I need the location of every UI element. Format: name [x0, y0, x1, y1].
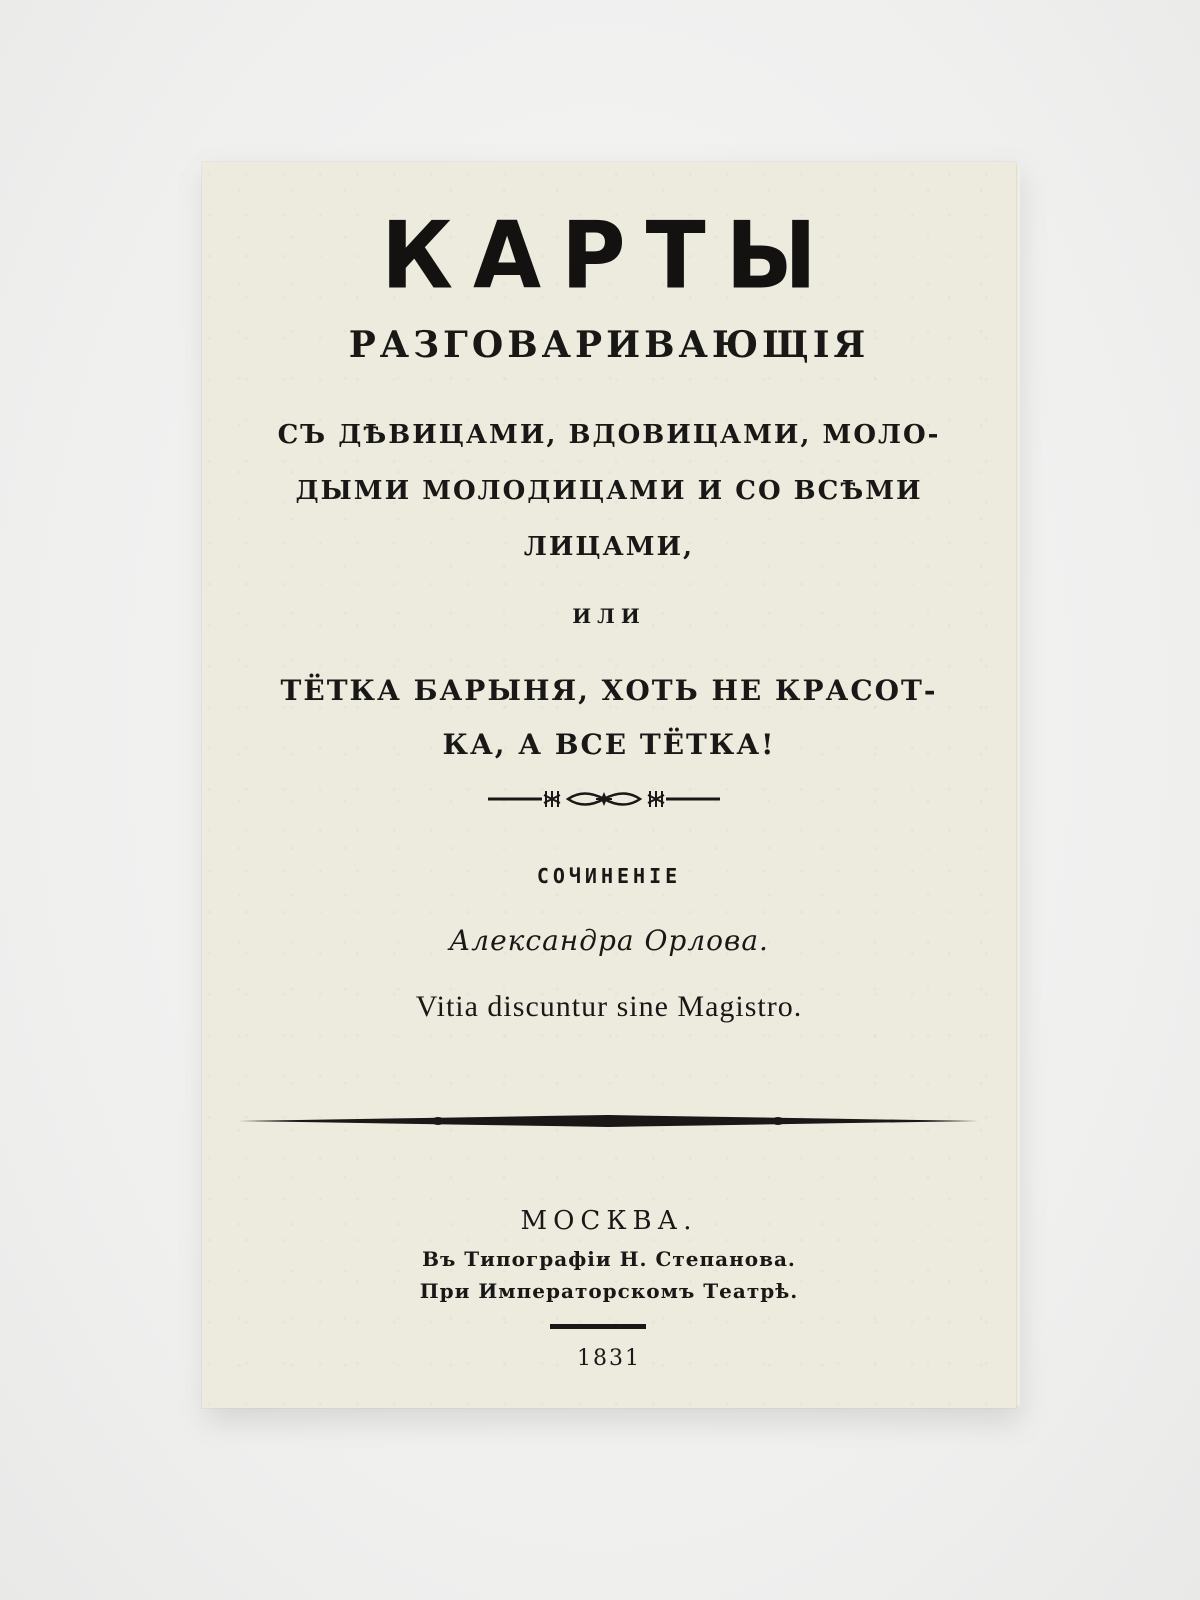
- title-page: [202, 162, 1016, 1408]
- short-rule: [550, 1324, 646, 1329]
- swelled-rule-icon: [238, 1112, 978, 1130]
- alt-title-line-2: КА, А ВСЕ ТЁТКА!: [442, 728, 776, 761]
- book-cover: [202, 162, 1016, 1408]
- book-title: КАРТЫ: [381, 201, 837, 310]
- publication-year: 1831: [577, 1346, 641, 1371]
- work-label: СОЧИНЕНІЕ: [536, 864, 682, 888]
- printer-line: Въ Типографіи Н. Степанова.: [422, 1247, 796, 1271]
- ornament-divider-icon: [484, 786, 724, 812]
- alt-title-line-1: ТЁТКА БАРЫНЯ, ХОТЬ НЕ КРАСОТ-: [280, 674, 938, 707]
- book-subtitle: РАЗГОВАРИВАЮЩІЯ: [348, 324, 870, 366]
- description-line-3: ЛИЦАМИ,: [523, 532, 695, 562]
- conjunction: ИЛИ: [572, 604, 646, 628]
- description-line-1: СЪ ДѢВИЦАМИ, ВДОВИЦАМИ, МОЛО-: [277, 420, 941, 450]
- latin-motto: Vitia discuntur sine Magistro.: [415, 990, 803, 1023]
- description-line-2: ДЫМИ МОЛОДИЦАМИ И СО ВСѢМИ: [295, 476, 923, 506]
- publication-city: МОСКВА.: [520, 1206, 698, 1236]
- author-name: Александра Орлова.: [449, 924, 769, 957]
- printer-location: При Императорскомъ Театрѣ.: [419, 1279, 799, 1303]
